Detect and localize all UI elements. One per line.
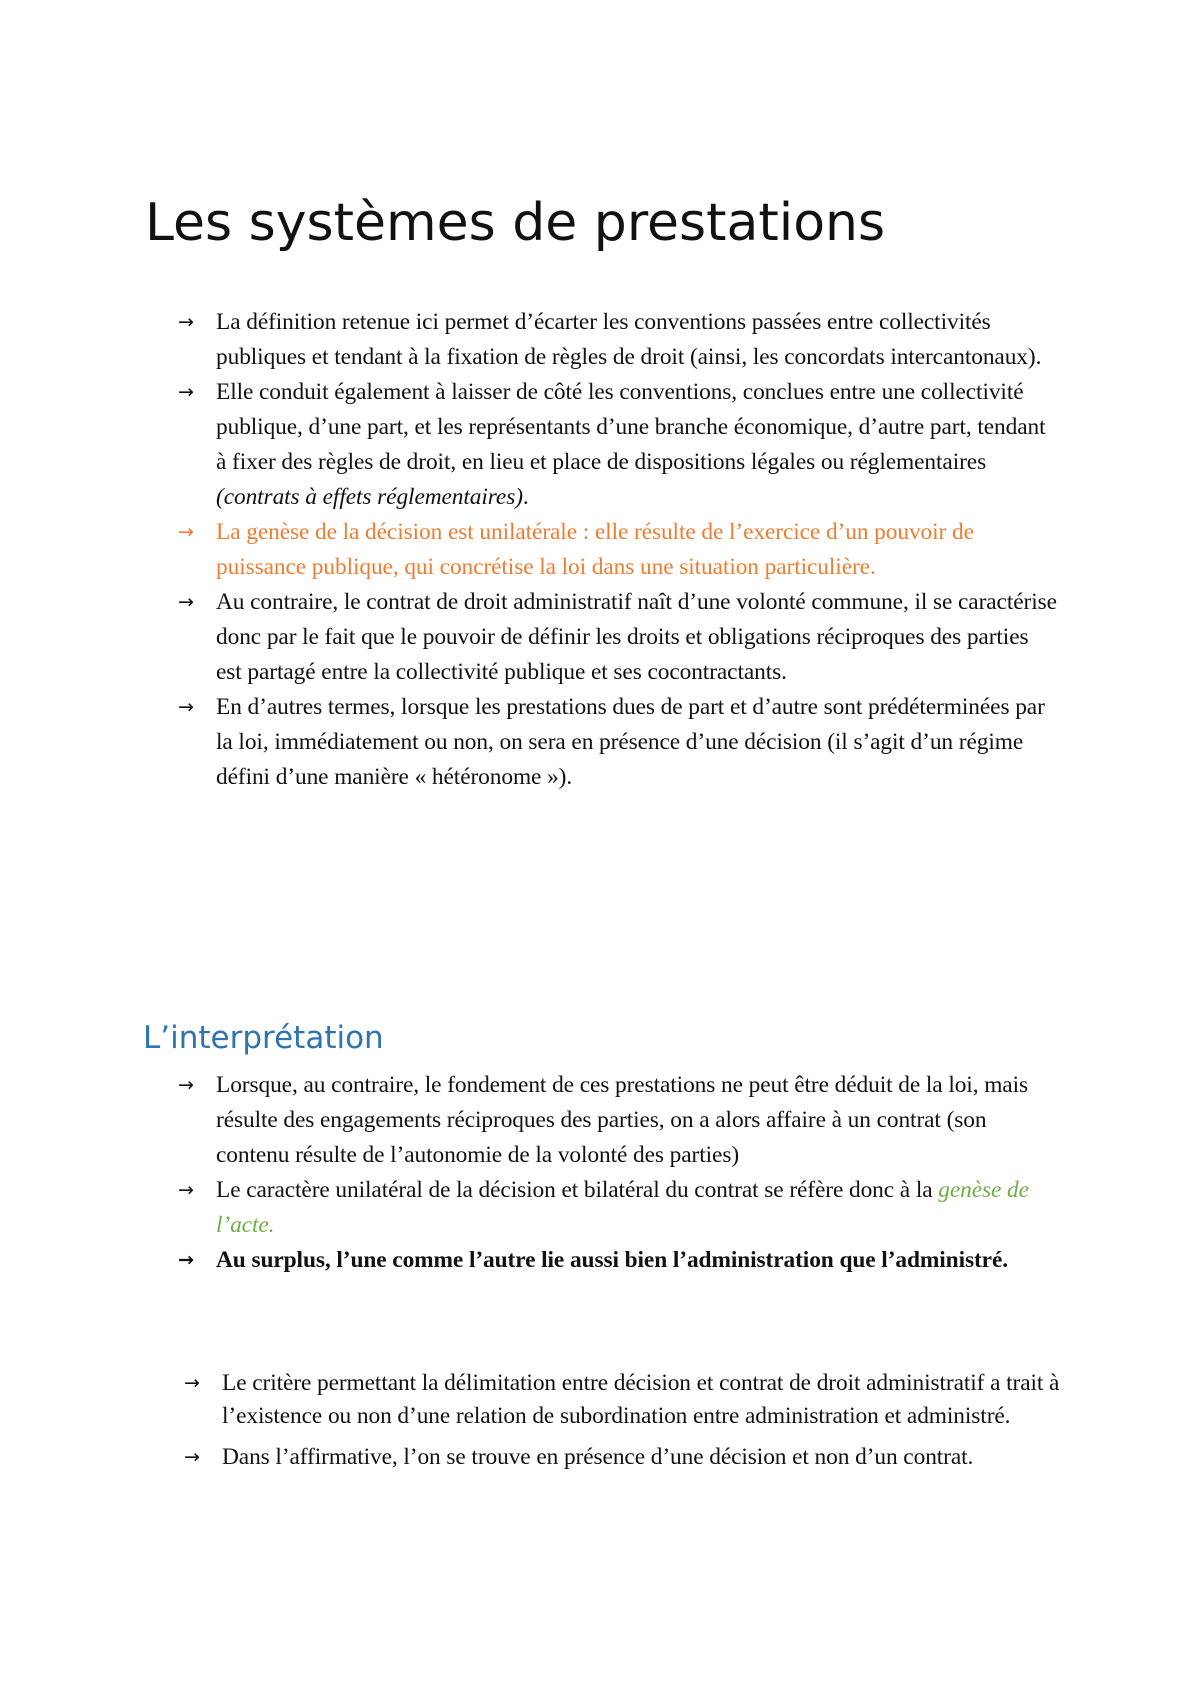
list-item-tail: . [522, 484, 529, 510]
list-item [178, 375, 1058, 515]
list-item [178, 1068, 1058, 1173]
bullet-list-definitions [178, 305, 1058, 795]
arrow-right-icon: → [178, 591, 194, 613]
list-item-text: La définition retenue ici permet d’écarter les conventions passées entre collectivités publiques et tendant à la fixation de règles de droit (ainsi, les concordats intercantonaux). [216, 309, 1042, 370]
list-item-highlighted [178, 515, 1058, 585]
arrow-right-icon: → [178, 1074, 194, 1096]
arrow-right-icon: → [184, 1372, 200, 1394]
bullet-list-interpretation [178, 1068, 1058, 1278]
arrow-right-icon: → [178, 311, 194, 333]
list-item-text: Lorsque, au contraire, le fondement de ces prestations ne peut être déduit de la loi, mais résulte des engagements réciproques des parties, on a alors affaire à un contrat (son contenu résulte de l’autonomie de la volonté des parties) [216, 1072, 1028, 1168]
list-item [178, 585, 1058, 690]
arrow-right-icon: → [184, 1446, 200, 1468]
list-item-text: Le critère permettant la délimitation entre décision et contrat de droit administratif a trait à l’existence ou non d’une relation de subordination entre administration et administré. [222, 1370, 1060, 1429]
section-heading: L’interprétation [143, 1020, 384, 1056]
arrow-right-icon: → [178, 1179, 194, 1201]
list-item-bold [178, 1243, 1058, 1278]
list-item-text: En d’autres termes, lorsque les prestations dues de part et d’autre sont prédéterminées par la loi, immédiatement ou non, on sera en présence d’une décision (il s’agit d’un régime défini d’une manière « hétéronome »). [216, 694, 1045, 790]
list-item-text: La genèse de la décision est unilatérale : elle résulte de l’exercice d’un pouvoir de puissance publique, qui concrétise la loi dans une situation particulière. [216, 519, 974, 580]
list-item [184, 1367, 1064, 1432]
page-title: Les systèmes de prestations [145, 193, 886, 253]
list-item [178, 1173, 1058, 1243]
list-item-italic-text: (contrats à effets réglementaires) [216, 484, 523, 510]
arrow-right-icon: → [178, 381, 194, 403]
bullet-list-criteria [184, 1367, 1064, 1474]
list-item [184, 1441, 1064, 1474]
list-item-text: Dans l’affirmative, l’on se trouve en présence d’une décision et non d’un contrat. [222, 1444, 974, 1470]
list-item-highlight: genèse de l’acte. [216, 1177, 1029, 1238]
arrow-right-icon: → [178, 521, 194, 543]
list-item [178, 305, 1058, 375]
arrow-right-icon: → [178, 696, 194, 718]
arrow-right-icon: → [178, 1249, 194, 1271]
list-item-text: Au contraire, le contrat de droit administratif naît d’une volonté commune, il se caractérise donc par le fait que le pouvoir de définir les droits et obligations réciproques des parties est partagé entre la collectivité publique et ses cocontractants. [216, 589, 1057, 685]
list-item [178, 690, 1058, 795]
list-item-text: Elle conduit également à laisser de côté les conventions, conclues entre une collectivité publique, d’une part, et les représentants d’une branche économique, d’autre part, tendant à fixer des règles de droit, en lieu et place de dispositions légales ou réglementaires [216, 379, 1046, 475]
list-item-text: Le caractère unilatéral de la décision et bilatéral du contrat se réfère donc à la [216, 1177, 939, 1203]
list-item-text: Au surplus, l’une comme l’autre lie aussi bien l’administration que l’administré. [216, 1247, 1008, 1273]
